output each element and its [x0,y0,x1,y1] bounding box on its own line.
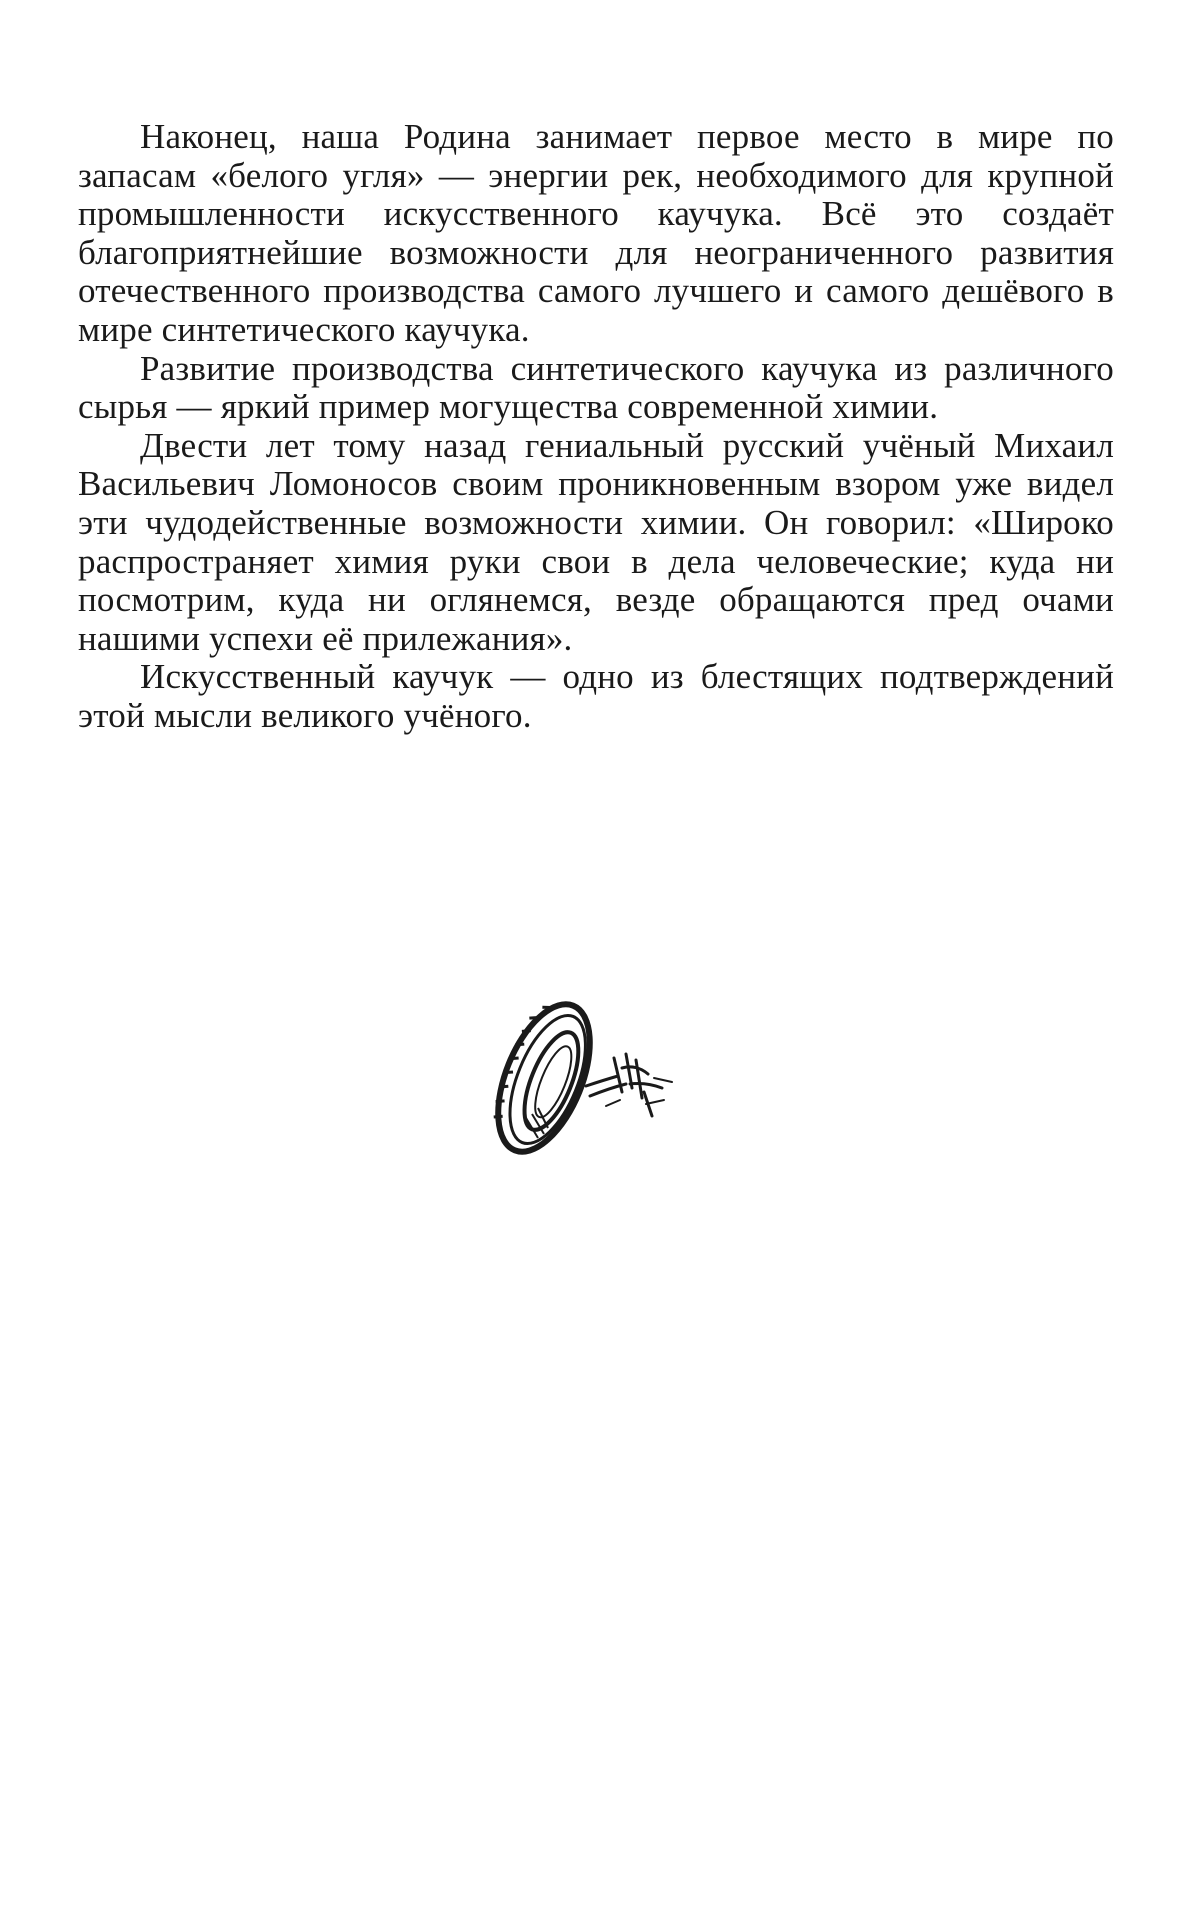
tire-sketch-icon [486,988,706,1168]
paragraph-2: Развитие производства синтетического каучука из различного сырья — яркий пример могущества современной химии. [78,348,1114,427]
paragraph-4: Искусственный каучук — одно из блестящих подтверждений этой мысли великого учёного. [78,657,1114,735]
paragraph-1: Наконец, наша Родина занимает первое место в мире по запасам «белого угля» — энергии рек, необходимого для крупной промышленности искусственного каучука. Всё это создаёт благоприятнейшие возможности для неограниченного развития отечественного производства самого лучшего и самого дешёвого в мире синтетического каучука. [78,117,1114,349]
page-text [78,118,1114,736]
paragraph-3: Двести лет тому назад гениальный русский учёный Михаил Васильевич Ломоносов своим проникновенным взором уже видел эти чудодейственные возможности химии. Он говорил: «Широко распространяет химия руки свои в дела человеческие; куда ни посмотрим, куда ни оглянемся, везде обращаются пред очами нашими успехи её прилежания». [78,425,1114,658]
